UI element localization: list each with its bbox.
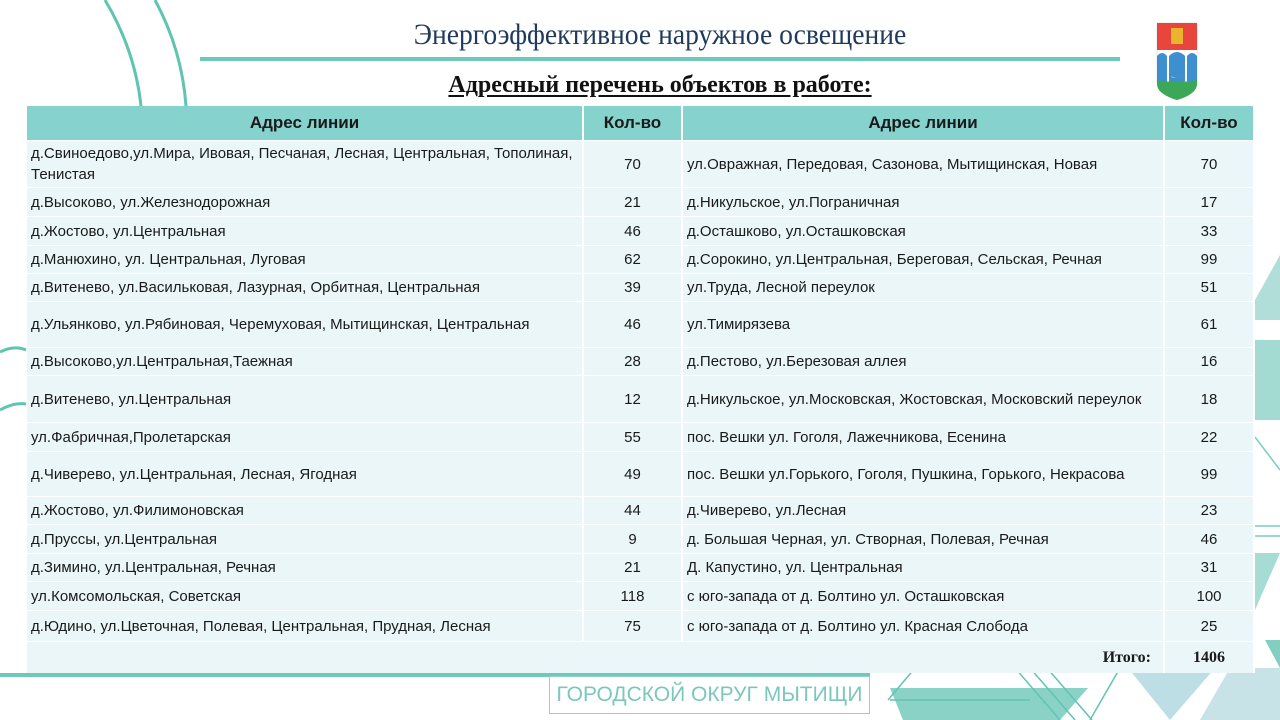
quantity-cell: 75	[583, 611, 682, 642]
decor-triangle	[1255, 553, 1280, 610]
quantity-cell: 28	[583, 348, 682, 376]
table-row	[27, 188, 1254, 217]
address-cell: д.Свиноедово,ул.Мира, Ивовая, Песчаная, Лесная, Центральная, Тополиная, Тенистая	[27, 141, 583, 188]
table-row	[27, 217, 1254, 246]
decor-line	[1090, 668, 1120, 720]
quantity-cell: 22	[1164, 423, 1254, 452]
quantity-cell: 70	[583, 141, 682, 188]
table-row	[27, 348, 1254, 376]
address-cell: ул.Тимирязева	[682, 302, 1164, 348]
decor-triangle	[1128, 668, 1215, 720]
decor-triangle	[1255, 340, 1280, 420]
quantity-cell: 51	[1164, 274, 1254, 302]
address-cell: д.Манюхино, ул. Центральная, Луговая	[27, 246, 583, 274]
table-row	[27, 611, 1254, 642]
table-row	[27, 452, 1254, 497]
column-header-address-right: Адрес линии	[682, 106, 1164, 141]
address-table-container	[27, 106, 1254, 673]
quantity-cell: 44	[583, 497, 682, 525]
column-header-qty-left: Кол-во	[583, 106, 682, 141]
address-cell: ул.Фабричная,Пролетарская	[27, 423, 583, 452]
address-cell: д.Пруссы, ул.Центральная	[27, 525, 583, 554]
decor-line	[1015, 668, 1060, 720]
decor-arc	[105, 0, 141, 106]
quantity-cell: 12	[583, 376, 682, 423]
decor-arc	[0, 348, 26, 352]
table-row	[27, 274, 1254, 302]
table-row	[27, 525, 1254, 554]
decor-line	[1030, 668, 1075, 720]
address-cell: с юго-запада от д. Болтино ул. Красная Слобода	[682, 611, 1164, 642]
address-cell: д.Чиверево, ул.Лесная	[682, 497, 1164, 525]
address-cell: ул.Труда, Лесной переулок	[682, 274, 1164, 302]
table-row	[27, 302, 1254, 348]
quantity-cell: 99	[1164, 452, 1254, 497]
quantity-cell: 46	[1164, 525, 1254, 554]
total-label-cell	[27, 642, 1164, 674]
table-body	[27, 141, 1254, 674]
total-row	[27, 642, 1254, 674]
quantity-cell: 33	[1164, 217, 1254, 246]
address-cell: д.Ульянково, ул.Рябиновая, Черемуховая, Мытищинская, Центральная	[27, 302, 583, 348]
table-header-row	[27, 106, 1254, 141]
quantity-cell: 99	[1164, 246, 1254, 274]
quantity-cell: 25	[1164, 611, 1254, 642]
page-title: Энергоэффективное наружное освещение	[413, 18, 907, 51]
table-row	[27, 246, 1254, 274]
address-cell: д.Зимино, ул.Центральная, Речная	[27, 554, 583, 582]
address-cell: с юго-запада от д. Болтино ул. Осташковская	[682, 582, 1164, 611]
address-cell: пос. Вешки ул. Гоголя, Лажечникова, Есенина	[682, 423, 1164, 452]
address-cell: д.Жостово, ул.Филимоновская	[27, 497, 583, 525]
table-row	[27, 582, 1254, 611]
address-cell: д.Высоково,ул.Центральная,Таежная	[27, 348, 583, 376]
table-row	[27, 423, 1254, 452]
table-row	[27, 376, 1254, 423]
address-cell: д.Пестово, ул.Березовая аллея	[682, 348, 1164, 376]
address-cell: пос. Вешки ул.Горького, Гоголя, Пушкина, Горького, Некрасова	[682, 452, 1164, 497]
quantity-cell: 70	[1164, 141, 1254, 188]
quantity-cell: 49	[583, 452, 682, 497]
quantity-cell: 31	[1164, 554, 1254, 582]
table-row	[27, 497, 1254, 525]
address-cell: д. Большая Черная, ул. Створная, Полевая, Речная	[682, 525, 1164, 554]
decor-triangle	[1265, 640, 1280, 668]
decor-arc	[0, 404, 26, 410]
address-cell: д.Никульское, ул.Московская, Жостовская, Московский переулок	[682, 376, 1164, 423]
total-value: 1406	[1193, 649, 1225, 666]
address-cell: Д. Капустино, ул. Центральная	[682, 554, 1164, 582]
page-subtitle: Адресный перечень объектов в работе:	[448, 72, 872, 98]
quantity-cell: 46	[583, 302, 682, 348]
address-cell: д.Витенево, ул.Центральная	[27, 376, 583, 423]
quantity-cell: 118	[583, 582, 682, 611]
quantity-cell: 17	[1164, 188, 1254, 217]
decor-triangle	[890, 688, 1088, 720]
address-table	[27, 106, 1255, 673]
footer-label: ГОРОДСКОЙ ОКРУГ МЫТИЩИ	[549, 676, 870, 714]
quantity-cell: 55	[583, 423, 682, 452]
address-cell: д.Высоково, ул.Железнодорожная	[27, 188, 583, 217]
address-cell: д.Никульское, ул.Пограничная	[682, 188, 1164, 217]
quantity-cell: 46	[583, 217, 682, 246]
quantity-cell: 61	[1164, 302, 1254, 348]
quantity-cell: 21	[583, 554, 682, 582]
decor-arc	[155, 0, 186, 106]
quantity-cell: 18	[1164, 376, 1254, 423]
decor-triangle	[1200, 668, 1280, 720]
address-cell: д.Жостово, ул.Центральная	[27, 217, 583, 246]
address-cell: ул.Комсомольская, Советская	[27, 582, 583, 611]
decor-line	[1255, 437, 1280, 470]
address-cell: д.Сорокино, ул.Центральная, Береговая, Сельская, Речная	[682, 246, 1164, 274]
decor-triangle	[1255, 255, 1280, 320]
quantity-cell: 21	[583, 188, 682, 217]
address-cell: ул.Овражная, Передовая, Сазонова, Мытищинская, Новая	[682, 141, 1164, 188]
quantity-cell: 16	[1164, 348, 1254, 376]
quantity-cell: 100	[1164, 582, 1254, 611]
address-cell: д.Витенево, ул.Васильковая, Лазурная, Орбитная, Центральная	[27, 274, 583, 302]
total-label: Итого:	[1102, 649, 1151, 666]
table-row	[27, 554, 1254, 582]
address-cell: д.Осташково, ул.Осташковская	[682, 217, 1164, 246]
column-header-qty-right: Кол-во	[1164, 106, 1254, 141]
decor-line	[1047, 668, 1092, 720]
column-header-address-left: Адрес линии	[27, 106, 583, 141]
table-row	[27, 141, 1254, 188]
quantity-cell: 62	[583, 246, 682, 274]
coat-of-arms-icon	[1156, 22, 1198, 102]
total-value-cell	[1164, 642, 1254, 674]
quantity-cell: 39	[583, 274, 682, 302]
quantity-cell: 9	[583, 525, 682, 554]
address-cell: д.Чиверево, ул.Центральная, Лесная, Ягодная	[27, 452, 583, 497]
quantity-cell: 23	[1164, 497, 1254, 525]
title-divider	[200, 57, 1120, 61]
address-cell: д.Юдино, ул.Цветочная, Полевая, Центральная, Прудная, Лесная	[27, 611, 583, 642]
